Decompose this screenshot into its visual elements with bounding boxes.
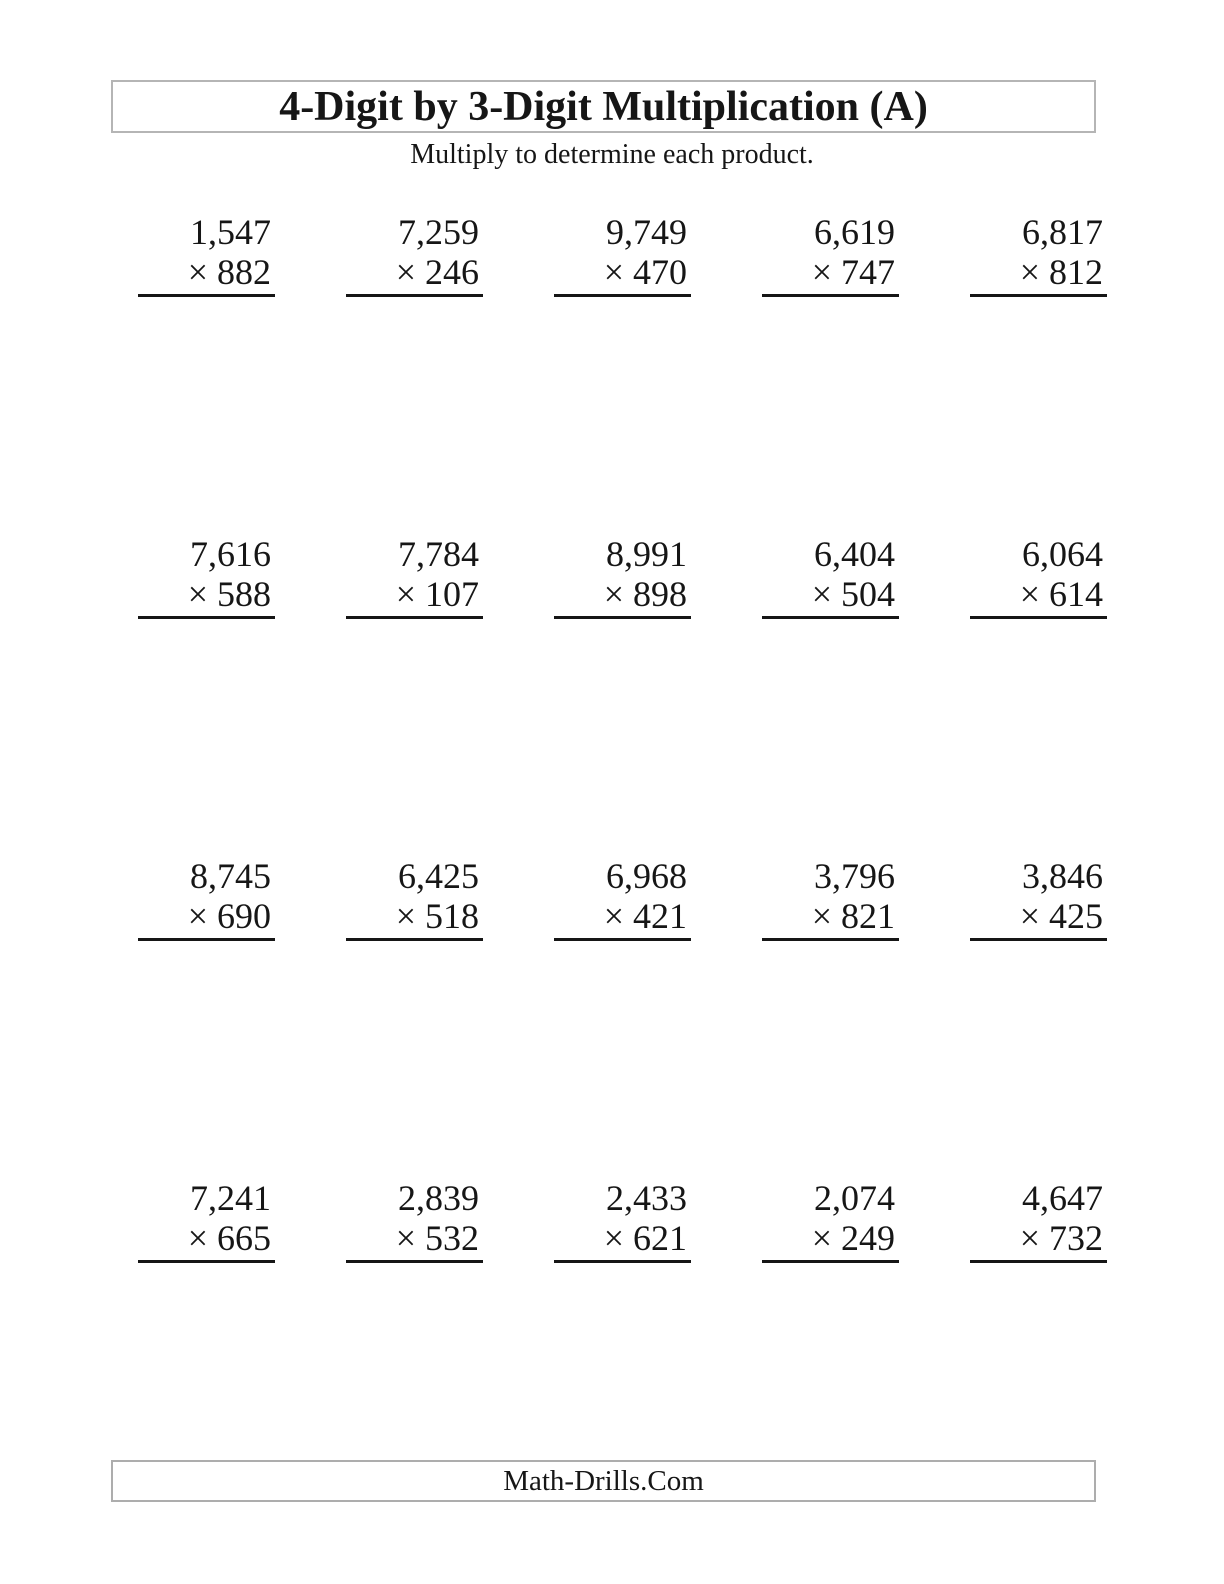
multiplier-line <box>138 896 271 936</box>
multiplier-line <box>346 574 479 614</box>
worksheet-title: 4-Digit by 3-Digit Multiplication (A) <box>279 83 928 130</box>
multiplicand: 1,547 <box>190 212 271 252</box>
multiplication-sign: × <box>603 574 624 614</box>
title-box <box>111 80 1096 133</box>
problem <box>138 1178 275 1263</box>
problems-row <box>138 856 1107 1178</box>
multiplier: 249 <box>841 1218 895 1258</box>
multiplication-sign: × <box>603 896 624 936</box>
multiplicand: 7,259 <box>398 212 479 252</box>
multiplier-line <box>138 1218 271 1258</box>
multiplicand: 4,647 <box>1022 1178 1103 1218</box>
multiplier-line <box>970 252 1103 292</box>
multiplier: 621 <box>633 1218 687 1258</box>
problem <box>554 856 691 941</box>
multiplication-sign: × <box>1019 1218 1040 1258</box>
multiplier: 614 <box>1049 574 1103 614</box>
problem <box>554 212 691 297</box>
multiplicand: 2,433 <box>606 1178 687 1218</box>
problem <box>138 212 275 297</box>
multiplication-sign: × <box>811 1218 832 1258</box>
multiplication-sign: × <box>187 574 208 614</box>
multiplier-line <box>554 896 687 936</box>
problems-row <box>138 1178 1107 1500</box>
multiplier-line <box>970 896 1103 936</box>
problem <box>138 856 275 941</box>
multiplication-sign: × <box>603 1218 624 1258</box>
multiplication-sign: × <box>1019 252 1040 292</box>
multiplier-line <box>346 1218 479 1258</box>
multiplier-line <box>554 1218 687 1258</box>
problem <box>138 534 275 619</box>
multiplier-line <box>138 574 271 614</box>
multiplicand: 8,745 <box>190 856 271 896</box>
multiplier: 246 <box>425 252 479 292</box>
footer-box <box>111 1460 1096 1502</box>
multiplicand: 6,619 <box>814 212 895 252</box>
multiplicand: 7,616 <box>190 534 271 574</box>
multiplication-sign: × <box>187 252 208 292</box>
multiplier: 425 <box>1049 896 1103 936</box>
multiplier: 665 <box>217 1218 271 1258</box>
multiplier: 504 <box>841 574 895 614</box>
multiplier: 588 <box>217 574 271 614</box>
multiplier-line <box>346 252 479 292</box>
multiplication-sign: × <box>395 1218 416 1258</box>
multiplicand: 2,074 <box>814 1178 895 1218</box>
multiplier-line <box>762 574 895 614</box>
multiplicand: 7,241 <box>190 1178 271 1218</box>
multiplication-sign: × <box>187 1218 208 1258</box>
problem <box>346 856 483 941</box>
multiplication-sign: × <box>187 896 208 936</box>
multiplicand: 9,749 <box>606 212 687 252</box>
problem <box>970 856 1107 941</box>
multiplicand: 8,991 <box>606 534 687 574</box>
problems-row <box>138 212 1107 534</box>
problem <box>762 1178 899 1263</box>
multiplier-line <box>970 1218 1103 1258</box>
multiplier: 107 <box>425 574 479 614</box>
multiplication-sign: × <box>1019 896 1040 936</box>
multiplier-line <box>138 252 271 292</box>
multiplier-line <box>762 896 895 936</box>
multiplier: 732 <box>1049 1218 1103 1258</box>
multiplier: 882 <box>217 252 271 292</box>
multiplier: 690 <box>217 896 271 936</box>
multiplication-sign: × <box>395 896 416 936</box>
problem <box>762 212 899 297</box>
multiplier: 821 <box>841 896 895 936</box>
multiplication-sign: × <box>395 574 416 614</box>
multiplication-sign: × <box>603 252 624 292</box>
problem <box>554 534 691 619</box>
multiplier: 532 <box>425 1218 479 1258</box>
multiplicand: 6,404 <box>814 534 895 574</box>
problem <box>346 1178 483 1263</box>
multiplication-sign: × <box>811 574 832 614</box>
multiplier: 812 <box>1049 252 1103 292</box>
problem <box>970 212 1107 297</box>
multiplicand: 3,846 <box>1022 856 1103 896</box>
multiplier-line <box>346 896 479 936</box>
problems-grid <box>138 212 1107 1500</box>
multiplier: 470 <box>633 252 687 292</box>
problems-row <box>138 534 1107 856</box>
multiplicand: 6,817 <box>1022 212 1103 252</box>
brand-text: Math-Drills.Com <box>503 1464 704 1497</box>
multiplication-sign: × <box>811 252 832 292</box>
multiplier: 747 <box>841 252 895 292</box>
problem <box>346 212 483 297</box>
problem <box>762 534 899 619</box>
multiplier-line <box>554 574 687 614</box>
multiplier: 898 <box>633 574 687 614</box>
multiplicand: 6,064 <box>1022 534 1103 574</box>
multiplication-sign: × <box>811 896 832 936</box>
multiplication-sign: × <box>1019 574 1040 614</box>
multiplier-line <box>970 574 1103 614</box>
multiplier: 518 <box>425 896 479 936</box>
multiplier-line <box>762 252 895 292</box>
multiplication-sign: × <box>395 252 416 292</box>
multiplicand: 2,839 <box>398 1178 479 1218</box>
multiplicand: 7,784 <box>398 534 479 574</box>
multiplicand: 6,425 <box>398 856 479 896</box>
multiplier: 421 <box>633 896 687 936</box>
multiplier-line <box>554 252 687 292</box>
problem <box>346 534 483 619</box>
problem <box>762 856 899 941</box>
worksheet-instructions: Multiply to determine each product. <box>410 139 814 170</box>
multiplicand: 3,796 <box>814 856 895 896</box>
multiplier-line <box>762 1218 895 1258</box>
problem <box>554 1178 691 1263</box>
problem <box>970 534 1107 619</box>
multiplicand: 6,968 <box>606 856 687 896</box>
problem <box>970 1178 1107 1263</box>
